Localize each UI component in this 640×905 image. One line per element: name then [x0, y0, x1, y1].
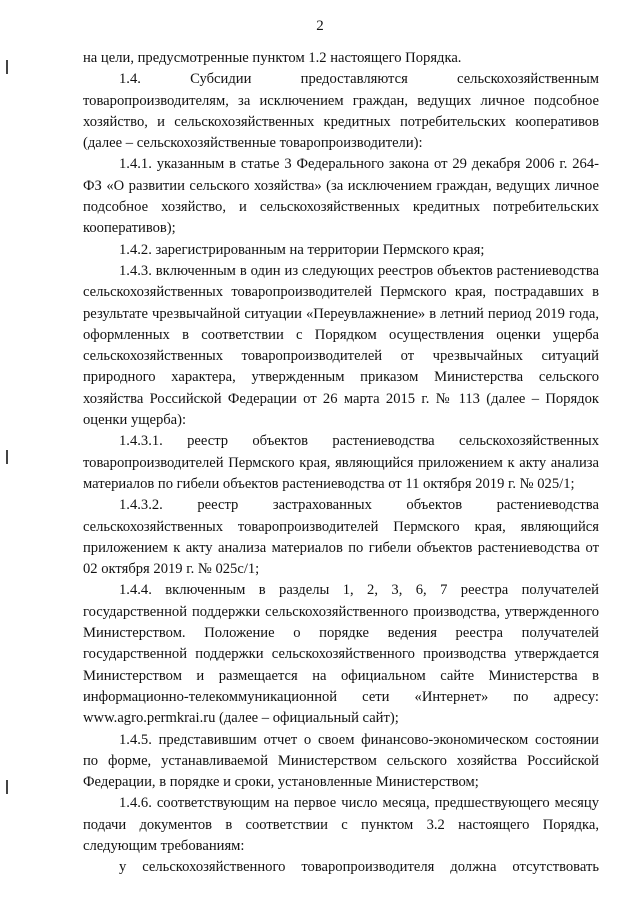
paragraph: у сельскохозяйственного товаропроизводителя должна отсутствовать	[119, 859, 599, 876]
paragraph: 1.4. Субсидии предоставляются сельскохозяйственным товаропроизводителям, за исключением граждан, ведущих личное подсобное хозяйство, и сельскохозяйственных кредитных потребительских кооперативов (далее – сельскохозяйственные товаропроизводители):	[83, 71, 599, 152]
paragraph: 1.4.5. представившим отчет о своем финансово-экономическом состоянии по форме, устанавливаемой Министерством сельского хозяйства Российской Федерации, в порядке и сроки, установленные Министерством;	[83, 731, 599, 791]
paragraph: на цели, предусмотренные пунктом 1.2 настоящего Порядка.	[83, 50, 462, 66]
page-number: 2	[316, 18, 324, 34]
paragraph: 1.4.3.2. реестр застрахованных объектов растениеводства сельскохозяйственных товаропроизводителей Пермского края, являющийся приложением к акту анализа материалов по гибели объектов растениеводства от 02 октября 2019 г. № 025с/1;	[83, 497, 599, 578]
paragraph: 1.4.4. включенным в разделы 1, 2, 3, 6, 7 реестра получателей государственной поддержки сельскохозяйственного производства, утвержденного Министерством. Положение о порядке ведения реестра получателей государственной поддержки сельскохозяйственного производства утверждается Министерством и размещается на официальном сайте Министерства в информационно-телекоммуникационной сети «Интернет» по адресу: www.agro.permkrai.ru (далее – официальный сайт);	[83, 582, 599, 727]
document-body	[83, 48, 599, 879]
paragraph: 1.4.3.1. реестр объектов растениеводства сельскохозяйственных товаропроизводителей Пермского края, являющийся приложением к акту анализа материалов по гибели объектов растениеводства от 11 октября 2019 г. № 025/1;	[83, 433, 599, 492]
margin-mark	[6, 60, 8, 74]
paragraph: 1.4.3. включенным в один из следующих реестров объектов растениеводства сельскохозяйственных товаропроизводителей Пермского края, пострадавших в результате чрезвычайной ситуации «Переувлажнение» в летний период 2019 года, оформленных в соответствии с Порядком осуществления оценки ущерба сельскохозяйственных товаропроизводителей от чрезвычайных ситуаций природного характера, утвержденным приказом Министерства сельского хозяйства Российской Федерации от 26 марта 2015 г. № 113 (далее – Порядок оценки ущерба):	[83, 262, 599, 429]
paragraph: 1.4.1. указанным в статье 3 Федерального закона от 29 декабря 2006 г. 264-ФЗ «О развитии сельского хозяйства» (за исключением граждан, ведущих личное подсобное хозяйство, и сельскохозяйственных кредитных потребительских кооперативов);	[83, 156, 599, 237]
margin-mark	[6, 780, 8, 794]
paragraph: 1.4.2. зарегистрированным на территории Пермского края;	[119, 241, 485, 258]
paragraph: 1.4.6. соответствующим на первое число месяца, предшествующего месяцу подачи документов в соответствии с пунктом 3.2 настоящего Порядка, следующим требованиям:	[83, 795, 599, 854]
margin-mark	[6, 450, 8, 464]
